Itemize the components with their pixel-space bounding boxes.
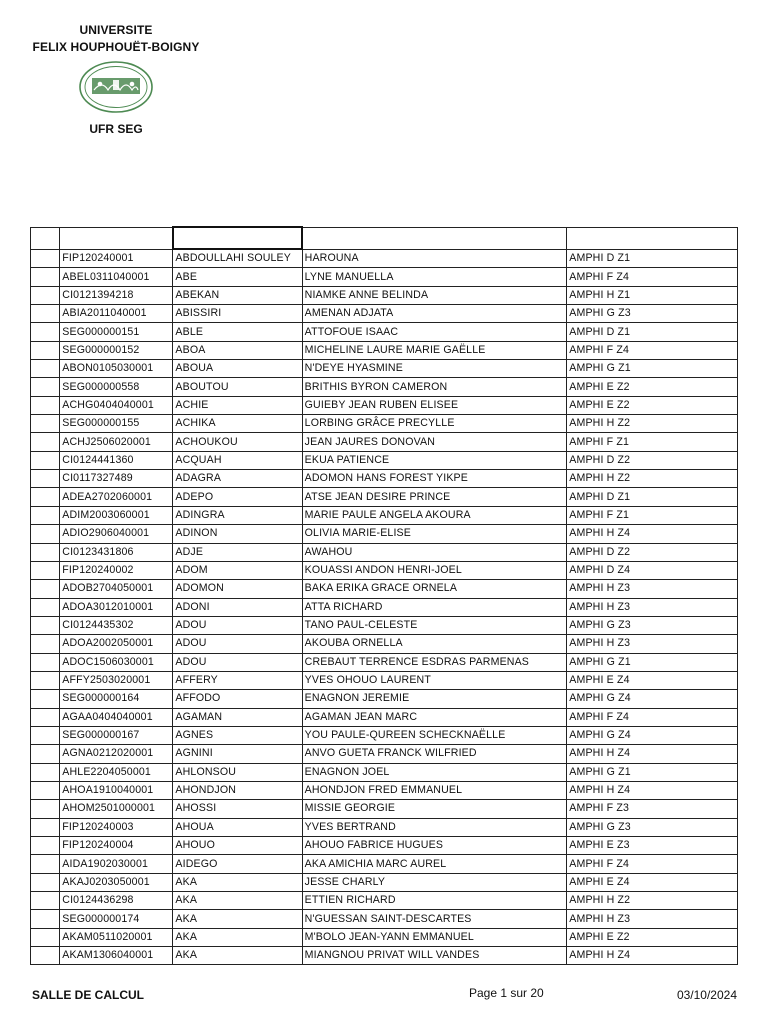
student-id-cell: CI0124441360 <box>60 451 173 469</box>
table-row <box>31 910 738 928</box>
table-row <box>31 433 738 451</box>
room-cell: AMPHI G Z4 <box>567 726 738 744</box>
student-id-cell: SEG000000155 <box>60 415 173 433</box>
student-id-cell: AHLE2204050001 <box>60 763 173 781</box>
last-name-cell: AGAMAN <box>173 708 302 726</box>
last-name-cell: AKA <box>173 910 302 928</box>
room-cell: AMPHI G Z3 <box>567 305 738 323</box>
first-names-cell: EKUA PATIENCE <box>302 451 567 469</box>
student-id-cell: ABIA2011040001 <box>60 305 173 323</box>
table-row <box>31 818 738 836</box>
student-id-cell: ABON0105030001 <box>60 360 173 378</box>
table-row <box>31 378 738 396</box>
first-names-cell: ATTOFOUE ISAAC <box>302 323 567 341</box>
room-cell: AMPHI H Z4 <box>567 781 738 799</box>
student-id-cell: AGAA0404040001 <box>60 708 173 726</box>
table-row <box>31 396 738 414</box>
student-id-cell: SEG000000151 <box>60 323 173 341</box>
last-name-cell: AHOUO <box>173 837 302 855</box>
room-cell: AMPHI F Z4 <box>567 855 738 873</box>
table-row <box>31 341 738 359</box>
seal-icon <box>78 60 154 114</box>
first-names-cell: BRITHIS BYRON CAMERON <box>302 378 567 396</box>
student-id-cell: CI0117327489 <box>60 470 173 488</box>
student-id-cell: SEG000000167 <box>60 726 173 744</box>
student-id-cell: AFFY2503020001 <box>60 671 173 689</box>
room-cell: AMPHI H Z3 <box>567 580 738 598</box>
room-cell: AMPHI H Z3 <box>567 635 738 653</box>
first-names-cell: ENAGNON JEREMIE <box>302 690 567 708</box>
row-index-cell <box>31 616 60 634</box>
table-row <box>31 616 738 634</box>
last-name-cell: ABOA <box>173 341 302 359</box>
table-row <box>31 928 738 946</box>
row-index-cell <box>31 286 60 304</box>
first-names-cell: N'GUESSAN SAINT-DESCARTES <box>302 910 567 928</box>
header-cell <box>567 227 738 249</box>
table-row <box>31 855 738 873</box>
room-cell: AMPHI E Z3 <box>567 837 738 855</box>
room-cell: AMPHI G Z4 <box>567 690 738 708</box>
last-name-cell: ABE <box>173 268 302 286</box>
first-names-cell: ATSE JEAN DESIRE PRINCE <box>302 488 567 506</box>
row-index-cell <box>31 855 60 873</box>
first-names-cell: LYNE MANUELLA <box>302 268 567 286</box>
first-names-cell: BAKA ERIKA GRACE ORNELA <box>302 580 567 598</box>
room-cell: AMPHI G Z3 <box>567 818 738 836</box>
student-id-cell: CI0123431806 <box>60 543 173 561</box>
room-cell: AMPHI F Z3 <box>567 800 738 818</box>
row-index-cell <box>31 305 60 323</box>
room-cell: AMPHI D Z4 <box>567 561 738 579</box>
student-id-cell: FIP120240003 <box>60 818 173 836</box>
table-row <box>31 653 738 671</box>
student-id-cell: CI0121394218 <box>60 286 173 304</box>
student-id-cell: ABEL0311040001 <box>60 268 173 286</box>
table-row <box>31 690 738 708</box>
table-row <box>31 506 738 524</box>
last-name-cell: AIDEGO <box>173 855 302 873</box>
room-cell: AMPHI G Z1 <box>567 360 738 378</box>
room-cell: AMPHI E Z4 <box>567 873 738 891</box>
row-index-cell <box>31 451 60 469</box>
document-header <box>20 22 212 136</box>
row-index-cell <box>31 506 60 524</box>
last-name-cell: AKA <box>173 873 302 891</box>
table-row <box>31 892 738 910</box>
room-cell: AMPHI H Z3 <box>567 910 738 928</box>
last-name-cell: ADONI <box>173 598 302 616</box>
first-names-cell: TANO PAUL-CELESTE <box>302 616 567 634</box>
row-index-cell <box>31 323 60 341</box>
table-row <box>31 451 738 469</box>
row-index-cell <box>31 561 60 579</box>
last-name-cell: AHONDJON <box>173 781 302 799</box>
first-names-cell: ATTA RICHARD <box>302 598 567 616</box>
row-index-cell <box>31 708 60 726</box>
table-row <box>31 470 738 488</box>
student-id-cell: SEG000000152 <box>60 341 173 359</box>
room-cell: AMPHI F Z4 <box>567 341 738 359</box>
row-index-cell <box>31 488 60 506</box>
student-id-cell: ADEA2702060001 <box>60 488 173 506</box>
room-cell: AMPHI H Z2 <box>567 470 738 488</box>
student-id-cell: AHOA1910040001 <box>60 781 173 799</box>
student-id-cell: ADOA3012010001 <box>60 598 173 616</box>
last-name-cell: AFFODO <box>173 690 302 708</box>
student-id-cell: ACHG0404040001 <box>60 396 173 414</box>
student-id-cell: AKAM1306040001 <box>60 947 173 965</box>
student-id-cell: ADOA2002050001 <box>60 635 173 653</box>
first-names-cell: AWAHOU <box>302 543 567 561</box>
row-index-cell <box>31 781 60 799</box>
row-index-cell <box>31 653 60 671</box>
table-row <box>31 525 738 543</box>
first-names-cell: OLIVIA MARIE-ELISE <box>302 525 567 543</box>
first-names-cell: YVES OHOUO LAURENT <box>302 671 567 689</box>
last-name-cell: AKA <box>173 892 302 910</box>
last-name-cell: ADOMON <box>173 580 302 598</box>
table-row <box>31 837 738 855</box>
student-id-cell: FIP120240004 <box>60 837 173 855</box>
room-cell: AMPHI H Z2 <box>567 892 738 910</box>
last-name-cell: ADJE <box>173 543 302 561</box>
room-cell: AMPHI F Z4 <box>567 708 738 726</box>
table-body <box>31 227 738 965</box>
last-name-cell: ADOU <box>173 635 302 653</box>
table-row <box>31 947 738 965</box>
last-name-cell: ACQUAH <box>173 451 302 469</box>
student-id-cell: AKAJ0203050001 <box>60 873 173 891</box>
room-cell: AMPHI H Z4 <box>567 525 738 543</box>
room-cell: AMPHI F Z4 <box>567 268 738 286</box>
first-names-cell: AKOUBA ORNELLA <box>302 635 567 653</box>
student-id-cell: SEG000000164 <box>60 690 173 708</box>
room-cell: AMPHI F Z1 <box>567 433 738 451</box>
table-row <box>31 708 738 726</box>
last-name-cell: AKA <box>173 947 302 965</box>
last-name-cell: ADINGRA <box>173 506 302 524</box>
last-name-cell: ABOUA <box>173 360 302 378</box>
last-name-cell: ABOUTOU <box>173 378 302 396</box>
row-index-cell <box>31 598 60 616</box>
table-row <box>31 671 738 689</box>
first-names-cell: MARIE PAULE ANGELA AKOURA <box>302 506 567 524</box>
row-index-cell <box>31 433 60 451</box>
room-cell: AMPHI H Z1 <box>567 286 738 304</box>
first-names-cell: ANVO GUETA FRANCK WILFRIED <box>302 745 567 763</box>
footer-page-number: Page 1 sur 20 <box>469 986 544 1000</box>
header-cell <box>173 227 302 249</box>
last-name-cell: AKA <box>173 928 302 946</box>
student-id-cell: ADOB2704050001 <box>60 580 173 598</box>
last-name-cell: ABDOULLAHI SOULEY <box>173 249 302 268</box>
student-id-cell: CI0124436298 <box>60 892 173 910</box>
table-row <box>31 249 738 268</box>
room-cell: AMPHI D Z2 <box>567 543 738 561</box>
room-cell: AMPHI D Z2 <box>567 451 738 469</box>
row-index-cell <box>31 892 60 910</box>
table-row <box>31 286 738 304</box>
last-name-cell: ADEPO <box>173 488 302 506</box>
row-index-cell <box>31 873 60 891</box>
first-names-cell: AKA AMICHIA MARC AUREL <box>302 855 567 873</box>
row-index-cell <box>31 360 60 378</box>
table-header-row <box>31 227 738 249</box>
last-name-cell: ACHOUKOU <box>173 433 302 451</box>
last-name-cell: AHLONSOU <box>173 763 302 781</box>
last-name-cell: ADAGRA <box>173 470 302 488</box>
row-index-cell <box>31 763 60 781</box>
room-cell: AMPHI H Z3 <box>567 598 738 616</box>
university-seal <box>78 60 154 114</box>
first-names-cell: HAROUNA <box>302 249 567 268</box>
last-name-cell: ABISSIRI <box>173 305 302 323</box>
last-name-cell: AHOUA <box>173 818 302 836</box>
table-row <box>31 781 738 799</box>
first-names-cell: YOU PAULE-QUREEN SCHECKNAËLLE <box>302 726 567 744</box>
row-index-cell <box>31 378 60 396</box>
student-id-cell: AGNA0212020001 <box>60 745 173 763</box>
first-names-cell: MICHELINE LAURE MARIE GAËLLE <box>302 341 567 359</box>
first-names-cell: ADOMON HANS FOREST YIKPE <box>302 470 567 488</box>
room-cell: AMPHI E Z2 <box>567 928 738 946</box>
student-id-cell: FIP120240001 <box>60 249 173 268</box>
row-index-cell <box>31 635 60 653</box>
first-names-cell: JESSE CHARLY <box>302 873 567 891</box>
room-cell: AMPHI D Z1 <box>567 249 738 268</box>
first-names-cell: M'BOLO JEAN-YANN EMMANUEL <box>302 928 567 946</box>
row-index-cell <box>31 580 60 598</box>
last-name-cell: ACHIE <box>173 396 302 414</box>
last-name-cell: ADOU <box>173 616 302 634</box>
table-row <box>31 873 738 891</box>
last-name-cell: ADINON <box>173 525 302 543</box>
row-index-cell <box>31 818 60 836</box>
student-id-cell: ACHJ2506020001 <box>60 433 173 451</box>
room-cell: AMPHI D Z1 <box>567 488 738 506</box>
first-names-cell: ENAGNON JOEL <box>302 763 567 781</box>
student-id-cell: ADIO2906040001 <box>60 525 173 543</box>
student-id-cell: AKAM0511020001 <box>60 928 173 946</box>
first-names-cell: NIAMKE ANNE BELINDA <box>302 286 567 304</box>
last-name-cell: ADOU <box>173 653 302 671</box>
last-name-cell: ABLE <box>173 323 302 341</box>
row-index-cell <box>31 249 60 268</box>
university-name-line1: UNIVERSITE <box>79 23 153 37</box>
table-row <box>31 488 738 506</box>
row-index-cell <box>31 268 60 286</box>
room-cell: AMPHI H Z4 <box>567 745 738 763</box>
row-index-cell <box>31 800 60 818</box>
table-row <box>31 323 738 341</box>
room-cell: AMPHI F Z1 <box>567 506 738 524</box>
first-names-cell: KOUASSI ANDON HENRI-JOEL <box>302 561 567 579</box>
student-id-cell: AIDA1902030001 <box>60 855 173 873</box>
first-names-cell: AHOUO FABRICE HUGUES <box>302 837 567 855</box>
student-id-cell: SEG000000174 <box>60 910 173 928</box>
room-cell: AMPHI H Z4 <box>567 947 738 965</box>
table-row <box>31 635 738 653</box>
student-id-cell: AHOM2501000001 <box>60 800 173 818</box>
first-names-cell: AMENAN ADJATA <box>302 305 567 323</box>
room-cell: AMPHI E Z2 <box>567 396 738 414</box>
last-name-cell: AFFERY <box>173 671 302 689</box>
row-index-cell <box>31 470 60 488</box>
first-names-cell: GUIEBY JEAN RUBEN ELISEE <box>302 396 567 414</box>
table-row <box>31 726 738 744</box>
student-room-table <box>30 226 738 965</box>
row-index-cell <box>31 910 60 928</box>
first-names-cell: AHONDJON FRED EMMANUEL <box>302 781 567 799</box>
row-index-cell <box>31 341 60 359</box>
first-names-cell: JEAN JAURES DONOVAN <box>302 433 567 451</box>
first-names-cell: YVES BERTRAND <box>302 818 567 836</box>
row-index-cell <box>31 947 60 965</box>
room-cell: AMPHI G Z3 <box>567 616 738 634</box>
table-row <box>31 763 738 781</box>
university-name-line2: FELIX HOUPHOUËT-BOIGNY <box>32 40 200 54</box>
room-cell: AMPHI E Z4 <box>567 671 738 689</box>
row-index-cell <box>31 690 60 708</box>
first-names-cell: LORBING GRÂCE PRECYLLE <box>302 415 567 433</box>
department-name: UFR SEG <box>89 122 143 136</box>
header-cell <box>31 227 60 249</box>
row-index-cell <box>31 928 60 946</box>
student-id-cell: CI0124435302 <box>60 616 173 634</box>
footer-room: SALLE DE CALCUL <box>32 988 144 1002</box>
table-row <box>31 415 738 433</box>
student-id-cell: SEG000000558 <box>60 378 173 396</box>
first-names-cell: MIANGNOU PRIVAT WILL VANDES <box>302 947 567 965</box>
last-name-cell: AGNES <box>173 726 302 744</box>
first-names-cell: ETTIEN RICHARD <box>302 892 567 910</box>
last-name-cell: AGNINI <box>173 745 302 763</box>
header-cell <box>60 227 173 249</box>
room-cell: AMPHI E Z2 <box>567 378 738 396</box>
student-id-cell: ADOC1506030001 <box>60 653 173 671</box>
last-name-cell: ACHIKA <box>173 415 302 433</box>
table-row <box>31 800 738 818</box>
student-id-cell: FIP120240002 <box>60 561 173 579</box>
last-name-cell: ABEKAN <box>173 286 302 304</box>
table-row <box>31 745 738 763</box>
first-names-cell: CREBAUT TERRENCE ESDRAS PARMENAS <box>302 653 567 671</box>
last-name-cell: AHOSSI <box>173 800 302 818</box>
table-row <box>31 543 738 561</box>
footer-date: 03/10/2024 <box>676 988 737 1002</box>
row-index-cell <box>31 726 60 744</box>
last-name-cell: ADOM <box>173 561 302 579</box>
room-cell: AMPHI D Z1 <box>567 323 738 341</box>
table-row <box>31 268 738 286</box>
row-index-cell <box>31 525 60 543</box>
first-names-cell: N'DEYE HYASMINE <box>302 360 567 378</box>
header-cell <box>302 227 567 249</box>
first-names-cell: AGAMAN JEAN MARC <box>302 708 567 726</box>
table-row <box>31 598 738 616</box>
row-index-cell <box>31 745 60 763</box>
first-names-cell: MISSIE GEORGIE <box>302 800 567 818</box>
room-cell: AMPHI G Z1 <box>567 763 738 781</box>
table-row <box>31 561 738 579</box>
student-id-cell: ADIM2003060001 <box>60 506 173 524</box>
table-row <box>31 360 738 378</box>
row-index-cell <box>31 543 60 561</box>
table-row <box>31 580 738 598</box>
table-row <box>31 305 738 323</box>
room-cell: AMPHI H Z2 <box>567 415 738 433</box>
row-index-cell <box>31 671 60 689</box>
row-index-cell <box>31 396 60 414</box>
room-cell: AMPHI G Z1 <box>567 653 738 671</box>
row-index-cell <box>31 415 60 433</box>
row-index-cell <box>31 837 60 855</box>
